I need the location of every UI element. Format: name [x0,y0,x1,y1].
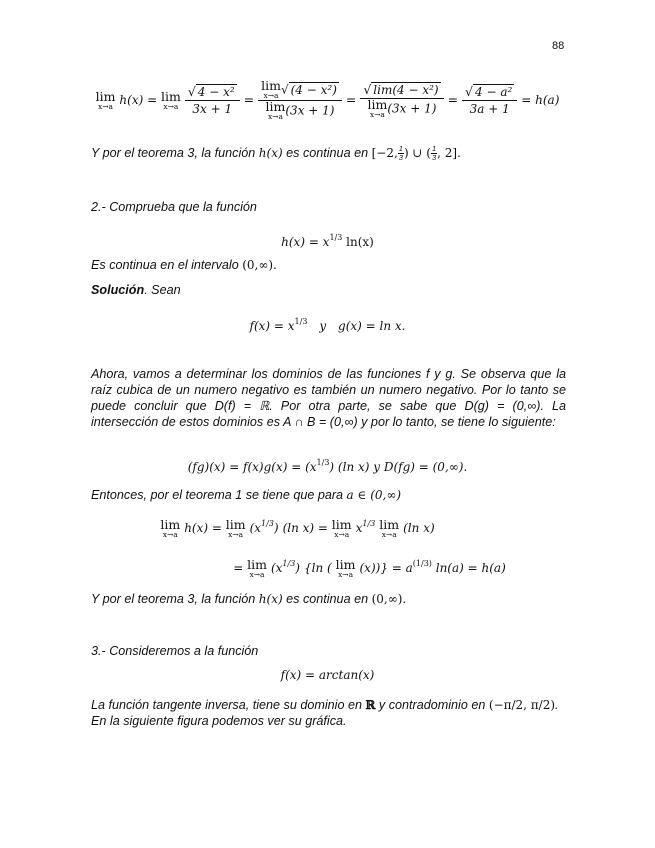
item-3-heading: 3.- Consideremos a la función [91,644,259,658]
item-2-equation: $h(x) = x^{1/3}$ ln(x) [281,233,374,249]
product-equation: $(fg)(x) = f(x)g(x) = (x^{1/3})$ (ln x) y D(fg) = (0,∞). [187,458,468,474]
domain-paragraph: Ahora, vamos a determinar los dominios de las funciones f y g. Se observa que la raíz cubica de un numero negativo es también un numero negativo. Por lo tanto se puede concluir que D(f) = ℝ. Por otra parte, se sabe que D(g) = (0,∞). La intersección de estos dominios es A ∩ B = (0,∞) y por lo tanto, se tiene lo siguiente: [91,367,566,429]
conclusion-line: Y por el teorema 3, la función h(x) es continua en (0,∞). [91,592,407,606]
fraction-4: $\frac{\text{√ 4 − a²}}{3a + 1}$ [462,84,517,117]
arctan-paragraph: La función tangente inversa, tiene su dominio en ℝ y contradominio en (−π/2, π/2). En la siguiente figura podemos ver su gráfica. [91,698,559,728]
page-number: 88 [552,40,565,52]
fraction-1: $\frac{\text{√ 4 − x²}}{3x + 1}$ [185,84,240,117]
theorem-1-line: Entonces, por el teorema 1 se tiene que para a ∈ (0,∞) [91,488,402,502]
arctan-equation: f(x) = arctan(x) [280,668,375,682]
limit-equation-2: = lim x→a $(x^{1/3})$ {ln ( lim x→a $(x))\} = a^{(1/3)}$ ln(a) = h(a) [233,556,506,579]
solution-label: Solución [91,283,145,297]
equation-limit-h: lim x→a h(x) = lim x→a $\frac{\text{√ 4 − x²}}{3x + 1}$ = lim x→a √ (4 − x²) lim x→a (3x + 1) = √ lim(4 − x²) lim x→a (3x + 1) = $\frac{\text{√ 4 − a²}}{3a + 1}$ = h(a) [95,78,560,121]
fraction-3: √ lim(4 − x²) lim x→a (3x + 1) [360,82,443,119]
item-2-heading: 2.- Comprueba que la función [91,200,257,214]
fraction-2: lim x→a √ (4 − x²) lim x→a (3x + 1) [258,80,342,121]
definitions-equation: $f(x) = x^{1/3}$ y g(x) = ln x. [249,317,406,333]
lim-operator: lim x→a [95,88,116,111]
limit-equation-1: lim x→a h(x) = lim x→a $(x^{1/3})$ (ln x) = lim x→a $x^{1/3}$ lim x→a (ln x) [160,516,435,539]
solution-label-line: Solución. Sean [91,283,181,297]
continuity-statement: Es continua en el intervalo (0,∞). [91,258,277,272]
continuity-line-1: Y por el teorema 3, la función h(x) es continua en [−2, $\frac{1}{3}$) ∪ ( $\frac{1}{3}$, 2]. [91,144,461,163]
